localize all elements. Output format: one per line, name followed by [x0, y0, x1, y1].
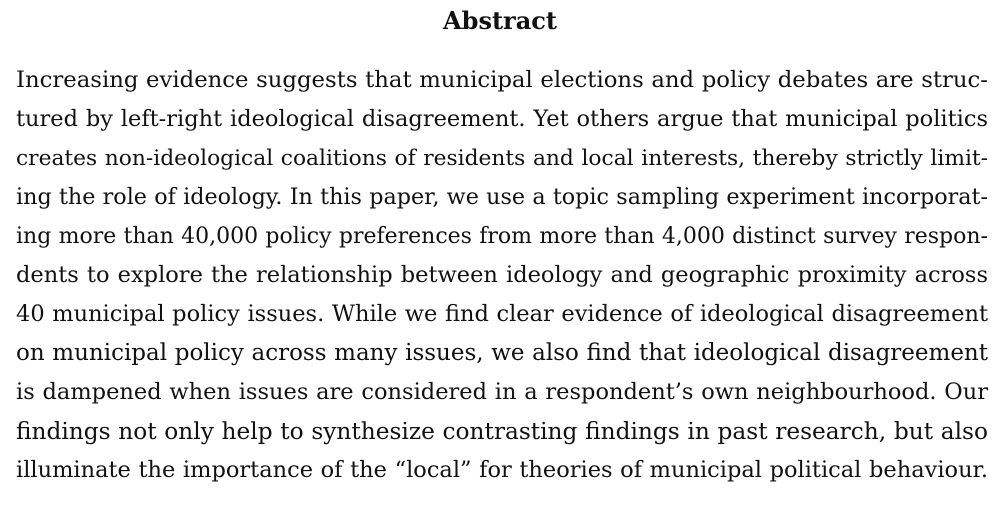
abstract-line: dents to explore the relationship between ideology and geographic proximity across	[16, 262, 988, 288]
abstract-line: ing the role of ideology. In this paper, we use a topic sampling experiment incorporat-	[16, 184, 988, 210]
abstract-line: illuminate the importance of the “local” for theories of municipal political behaviour.	[16, 457, 988, 483]
abstract-line: Increasing evidence suggests that municipal elections and policy debates are struc-	[16, 67, 988, 93]
abstract-line: creates non-ideological coalitions of residents and local interests, thereby strictly limit-	[16, 146, 988, 171]
abstract-line: on municipal policy across many issues, we also find that ideological disagreement	[16, 340, 988, 366]
abstract-line: tured by left-right ideological disagreement. Yet others argue that municipal politics	[16, 106, 988, 132]
abstract-line: findings not only help to synthesize contrasting findings in past research, but also	[16, 418, 988, 445]
abstract-heading: Abstract	[443, 6, 557, 35]
abstract-line: 40 municipal policy issues. While we find clear evidence of ideological disagreement	[16, 301, 988, 327]
abstract-line: ing more than 40,000 policy preferences from more than 4,000 distinct survey respon-	[16, 224, 988, 249]
abstract-body	[16, 61, 988, 490]
abstract-line: is dampened when issues are considered in a respondent’s own neighbourhood. Our	[16, 379, 988, 405]
